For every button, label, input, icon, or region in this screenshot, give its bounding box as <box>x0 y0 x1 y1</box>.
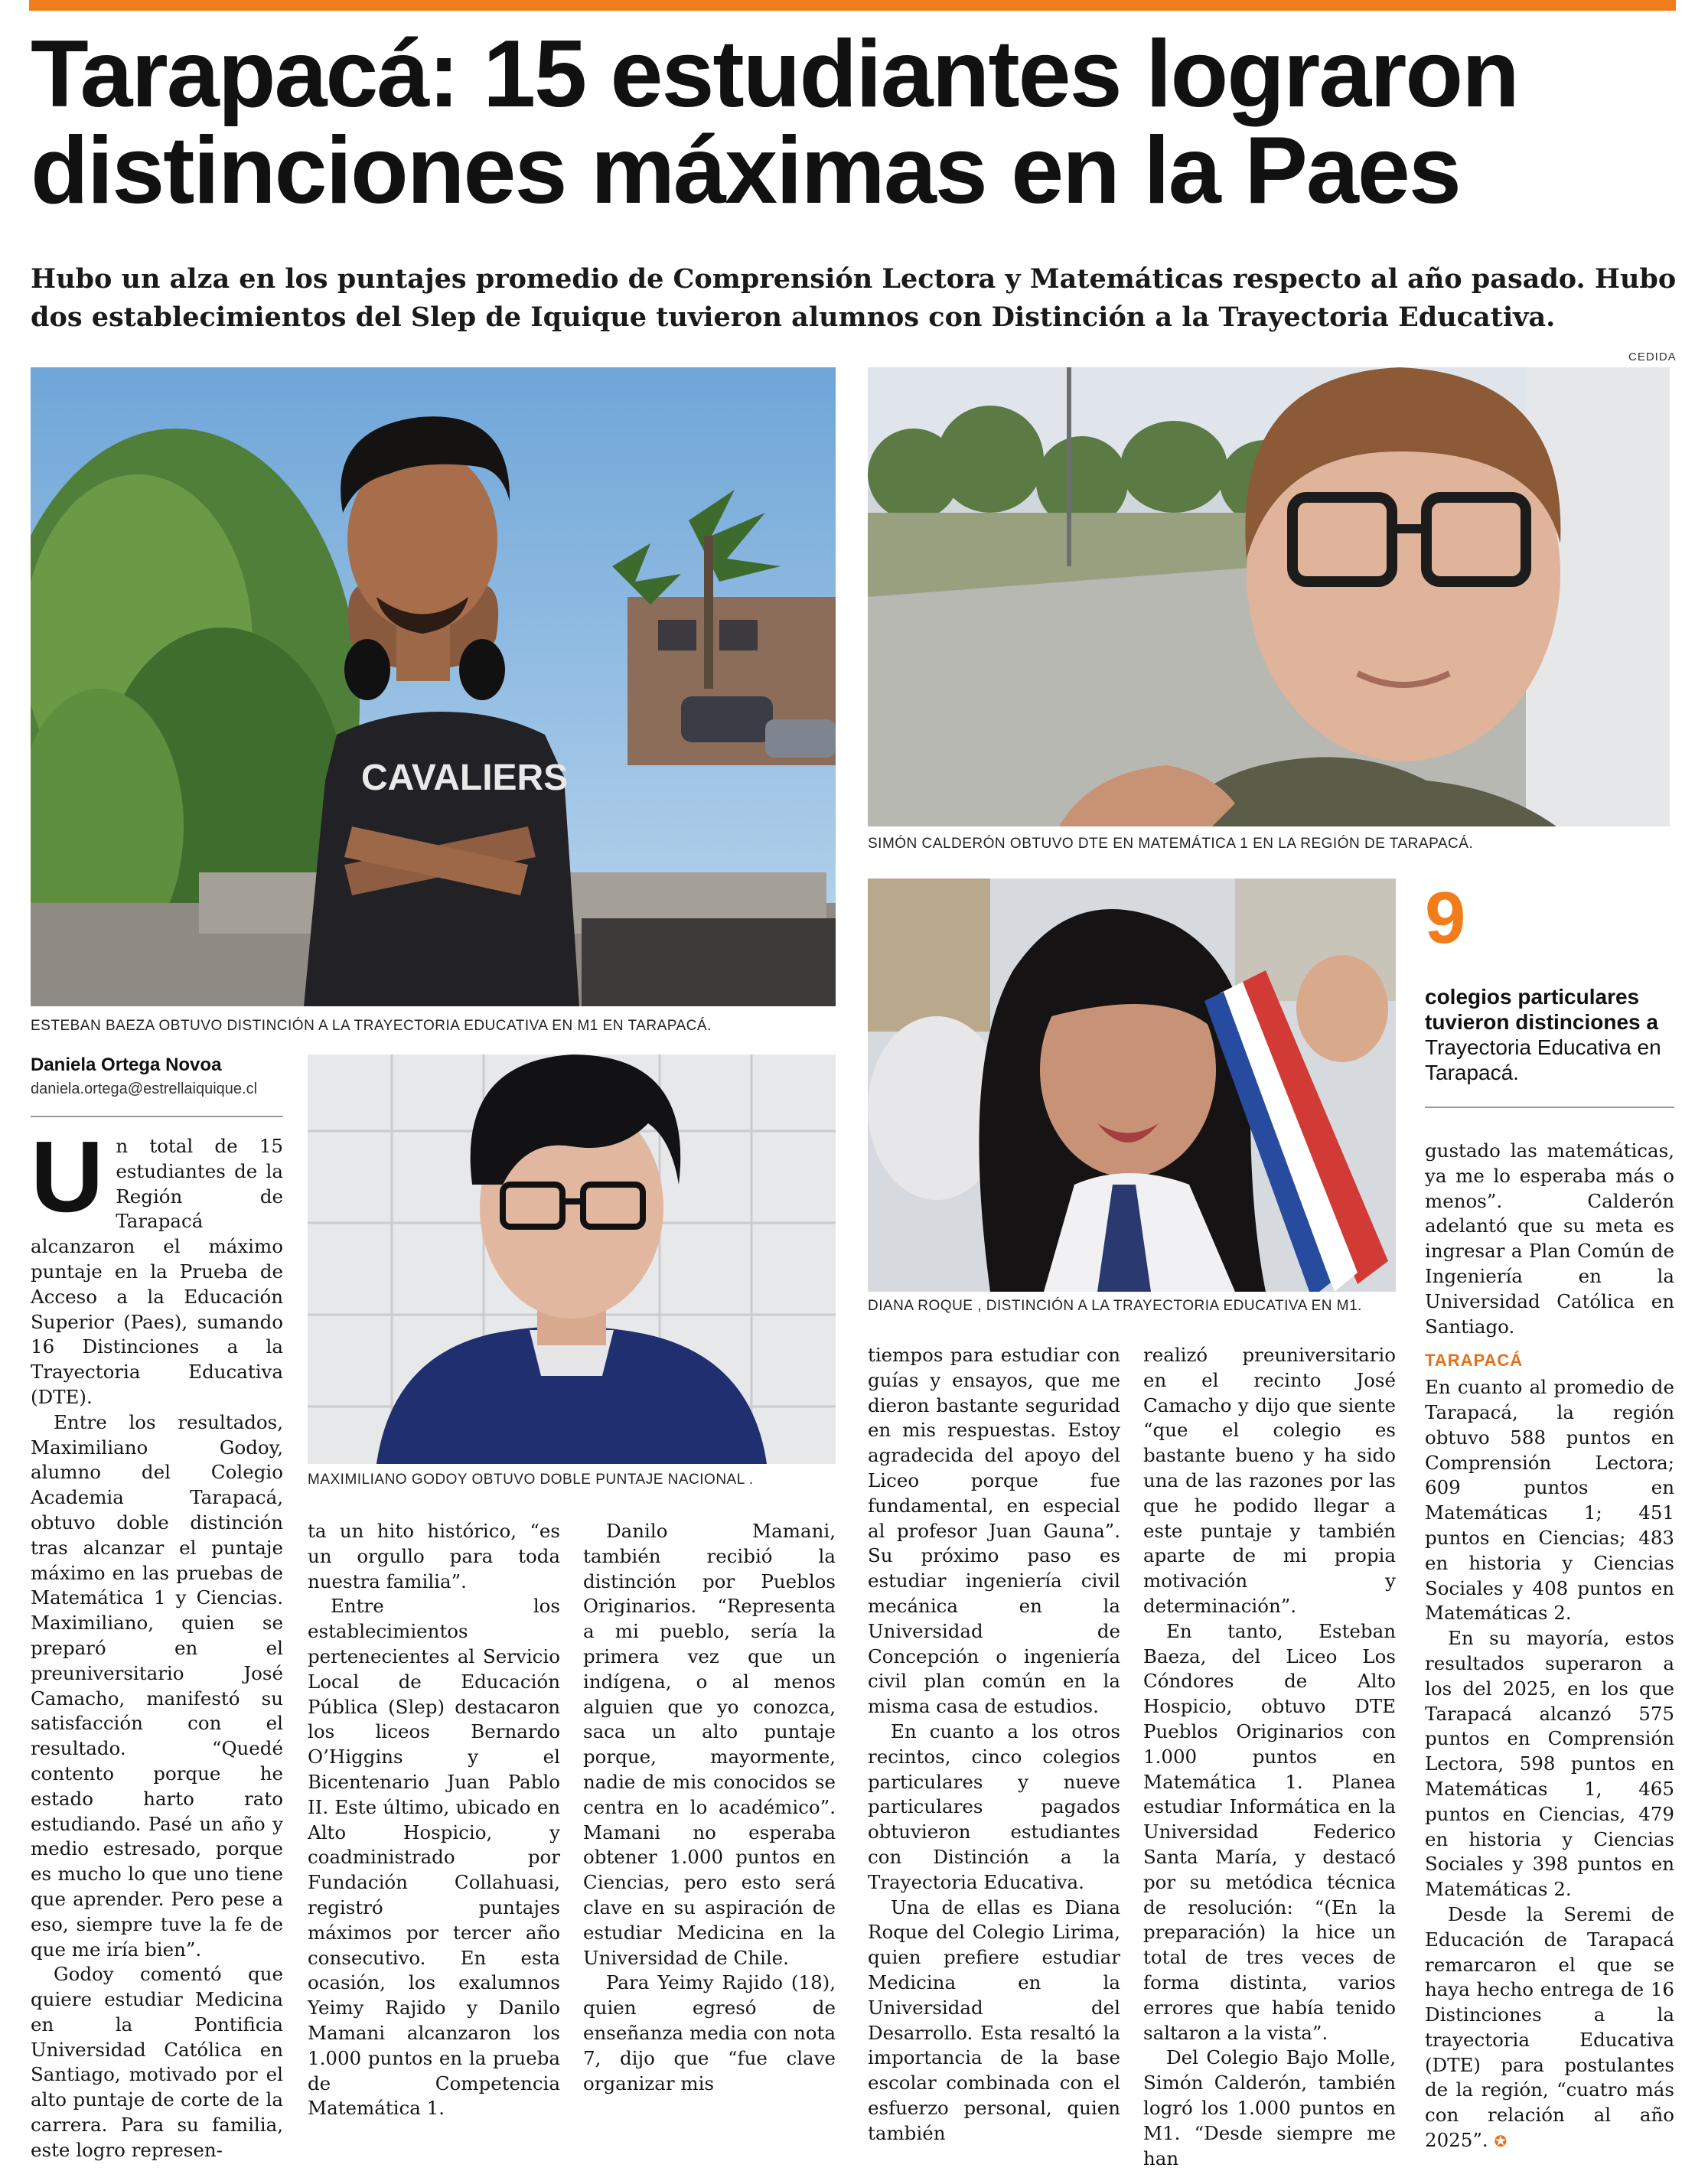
paragraph: ta un hito histórico, “es un orgullo para toda nuestra familia”. <box>308 1520 560 1592</box>
paragraph: En tanto, Esteban Baeza, del Liceo Los Cóndores de Alto Hospicio, obtuvo DTE Pueblos Originarios con 1.000 puntos en Matemática 1. Planea estudiar Informática en la Universidad Federico Santa María, y destacó por su metódica técnica de resolución: “(En la preparación) la hice un total de tres veces de forma distinta, varios errores que había tenido saltaron a la vista”. <box>1143 1619 1396 2044</box>
simon-photo-illustration <box>868 367 1670 826</box>
diana-photo-illustration <box>868 879 1396 1292</box>
photo-diana-roque <box>868 879 1396 1292</box>
text-column-4 <box>868 1343 1120 2147</box>
author-name: Daniela Ortega Novoa <box>31 1055 222 1075</box>
caption-diana: DIANA ROQUE , DISTINCIÓN A LA TRAYECTORIA EDUCATIVA EN M1. <box>868 1298 1362 1314</box>
stat-divider <box>1425 1107 1674 1108</box>
author-email[interactable]: daniela.ortega@estrellaiquique.cl <box>31 1081 258 1097</box>
paragraph: gustado las matemáticas, ya me lo esperaba más o menos”. Calderón adelantó que su meta es ingresar a Plan Común de Ingeniería en la Universidad Católica en Santiago. <box>1425 1139 1674 1338</box>
paragraph: realizó preuniversitario en el recinto José Camacho y dijo que siente “que el colegio es bastante bueno y ha sido una de las razones por las que he podido llegar a este puntaje y también aparte de mi propia motivación y determinación”. <box>1143 1344 1396 1617</box>
paragraph: tiempos para estudiar con guías y ensayos, que me dieron bastante seguridad en mis respuestas. Estoy agradecida del apoyo del Liceo porque fue fundamental, en especial al profesor Juan Gauna”. Su próximo paso es estudiar ingeniería civil mecánica en la Universidad de Concepción o ingeniería civil plan común en la misma casa de estudios. <box>868 1344 1120 1718</box>
paragraph-text: Desde la Seremi de Educación de Tarapacá remarcaron el que se haya hecho entrega de 16 Distinciones a la trayectoria Educativa (DTE) para postulantes de la región, “cuatro más con relación al año 2025”. <box>1425 1902 1674 2152</box>
photo-simon-calderon <box>868 367 1670 826</box>
stat-number: 9 <box>1425 877 1466 959</box>
top-accent-bar <box>29 0 1676 11</box>
paragraph: Entre los establecimientos pertenecientes al Servicio Local de Educación Pública (Slep) destacaron los liceos Bernardo O’Higgins y el Bicentenario Juan Pablo II. Este último, ubicado en Alto Hospicio, y coadministrado por Fundación Collahuasi, registró puntajes máximos por tercer año consecutivo. En esta ocasión, los exalumnos Yeimy Rajido y Danilo Mamani alcanzaron los 1.000 puntos en la prueba de Competencia Matemática 1. <box>308 1595 560 2120</box>
paragraph: Del Colegio Bajo Molle, Simón Calderón, también logró los 1.000 puntos en M1. “Desde siempre me han <box>1143 2046 1396 2169</box>
caption-simon: SIMÓN CALDERÓN OBTUVO DTE EN MATEMÁTICA 1 EN LA REGIÓN DE TARAPACÁ. <box>868 836 1474 852</box>
text-column-5 <box>1143 1343 1396 2171</box>
paragraph: En su mayoría, estos resultados superaron a los del 2025, en los que Tarapacá alcanzó 575 puntos en Comprensión Lectora, 598 puntos en Matemáticas 1, 465 puntos en Ciencias, 479 en historia y Ciencias Sociales y 398 puntos en Matemáticas 2. <box>1425 1627 1674 1901</box>
stat-normal-text: Trayectoria Educativa en Tarapacá. <box>1425 1035 1661 1084</box>
text-column-3 <box>583 1519 836 2096</box>
text-column-2 <box>308 1519 560 2121</box>
article-headline: Tarapacá: 15 estudiantes lograron distinciones máximas en la Paes <box>31 21 1518 223</box>
paragraph: Una de ellas es Diana Roque del Colegio Lirima, quien prefiere estudiar Medicina en la Universidad del Desarrollo. Esta resaltó la importancia de la base escolar combinada con el esfuerzo personal, quien también <box>868 1896 1120 2144</box>
photo-credit: CEDIDA <box>1628 350 1677 363</box>
drop-cap: U <box>31 1120 104 1233</box>
shirt-text: CAVALIERS <box>361 758 569 798</box>
photo-esteban-baeza <box>31 367 836 1006</box>
esteban-photo-illustration <box>31 367 836 1006</box>
caption-esteban: ESTEBAN BAEZA OBTUVO DISTINCIÓN A LA TRAYECTORIA EDUCATIVA EN M1 EN TARAPACÁ. <box>31 1018 712 1034</box>
paragraph: En cuanto al promedio de Tarapacá, la región obtuvo 588 puntos en Comprensión Lectora; 609 puntos en Matemáticas 1; 451 puntos en Ciencias; 483 en historia y Ciencias Sociales y 408 puntos en Matemáticas 2. <box>1425 1376 1674 1625</box>
paragraph: n total de 15 estudiantes de la Región de Tarapacá alcanzaron el máximo puntaje en la Prueba de Acceso a la Educación Superior (Paes), sumando 16 Distinciones a la Trayectoria Educativa (DTE). <box>31 1135 283 1408</box>
photo-maximiliano-godoy <box>308 1055 836 1464</box>
caption-maximiliano: MAXIMILIANO GODOY OBTUVO DOBLE PUNTAJE NACIONAL . <box>308 1472 754 1488</box>
paragraph: Danilo Mamani, también recibió la distinción por Pueblos Originarios. “Representa a mi pueblo, sería la primera vez que un indígena, o al menos alguien que yo conozca, saca un alto puntaje porque, mayormente, nadie de mis conocidos se centra en lo académico”. Mamani no esperaba obtener 1.000 puntos en Ciencias, pero esto será clave en su aspiración de estudiar Medicina en la Universidad de Chile. <box>583 1520 836 1969</box>
text-column-6 <box>1425 1139 1674 2154</box>
text-column-1 <box>31 1120 283 2163</box>
stat-description <box>1425 984 1685 1085</box>
paragraph: Godoy comentó que quiere estudiar Medicina en la Pontificia Universidad Católica en Santiago, motivado por el alto puntaje de corte de la carrera. Para su familia, este logro represen- <box>31 1963 283 2161</box>
section-subhead: TARAPACÁ <box>1425 1351 1524 1371</box>
paragraph: Para Yeimy Rajido (18), quien egresó de enseñanza media con nota 7, dijo que “fue clave organizar mis <box>583 1971 836 2094</box>
end-mark-icon: ✪ <box>1494 2132 1508 2151</box>
stat-bold-text: colegios particulares tuvieron distinciones a <box>1425 985 1658 1034</box>
byline <box>31 1055 257 1098</box>
maximiliano-photo-illustration <box>308 1055 836 1464</box>
article-deck: Hubo un alza en los puntajes promedio de Comprensión Lectora y Matemáticas respecto al año pasado. Hubo dos establecimientos del Slep de Iquique tuvieron alumnos con Distinción a la Trayectoria Educativa. <box>31 263 1677 333</box>
byline-divider <box>31 1116 283 1117</box>
paragraph <box>1425 1902 1674 2154</box>
paragraph: Entre los resultados, Maximiliano Godoy, alumno del Colegio Academia Tarapacá, obtuvo doble distinción tras alcanzar el puntaje máximo en las pruebas de Matemática 1 y Ciencias. Maximiliano, quien se preparó en el preuniversitario José Camacho, manifestó su satisfacción con el resultado. “Quedé contento porque he estado harto rato estudiando. Pasé un año y medio estresado, porque es mucho lo que uno tiene que aprender. Pero pese a eso, siempre tuve la fe de que me iría bien”. <box>31 1410 283 1961</box>
paragraph: En cuanto a los otros recintos, cinco colegios particulares y nueve particulares pagados obtuvieron estudiantes con Distinción a la Trayectoria Educativa. <box>868 1720 1120 1893</box>
